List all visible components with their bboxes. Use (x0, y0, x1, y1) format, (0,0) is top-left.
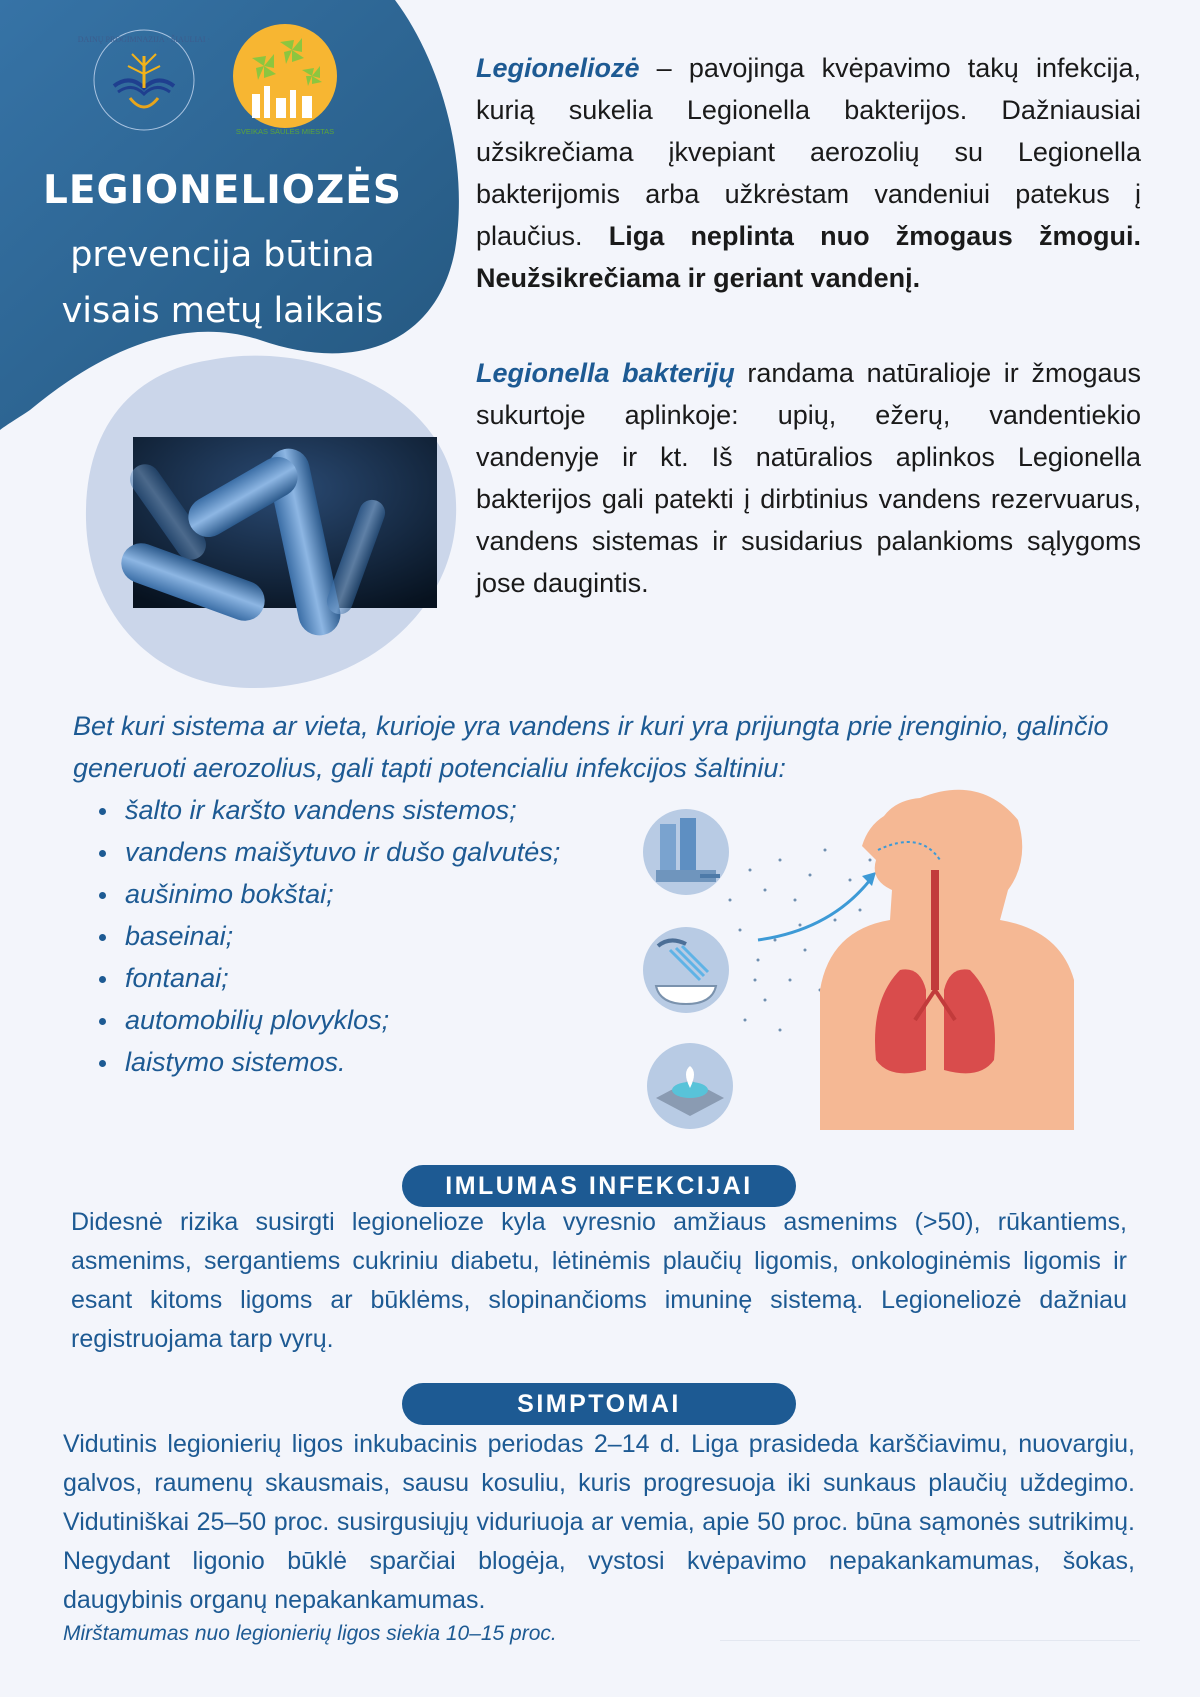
list-item: vandens maišytuvo ir dušo galvutės; (125, 831, 1143, 873)
list-item: laistymo sistemos. (125, 1041, 1143, 1083)
bacteria-photo (133, 437, 437, 608)
list-item: baseinai; (125, 915, 1143, 957)
intro-text-2: randama natūralioje ir žmogaus sukurtoje aplinkoje: upių, ežerų, vandentiekio vandenyje ir kt. Iš natūralios aplinkos Legionella bakterijos gali patekti į dirbtinius vandens rezervuarus, vandens sistemas ir susidarius palankioms sąlygoms jose daugintis. (476, 358, 1142, 598)
symptoms-heading: SIMPTOMAI (402, 1383, 796, 1425)
intro-keyword-1: Legioneliozė (476, 53, 640, 83)
cooling-tower-icon (643, 809, 729, 895)
intro-paragraph-2 (476, 352, 1141, 604)
fountain-icon (647, 1043, 733, 1129)
hero-title (20, 168, 425, 339)
symptoms-text: Vidutinis legionierių ligos inkubacinis periodas 2–14 d. Liga prasideda karščiavimu, nuovargiu, galvos, raumenų skausmais, sausu kosuliu, kuris progresuoja iki sunkaus plaučių uždegimo. Vidutiniškai 25–50 proc. susirgusiųjų viduriuoja ar vemia, apie 50 proc. būna sąmonės sutrikimų. Negydant ligonio būklė sparčiai blogėja, vystosi kvėpavimo nepakankamumas, šokas, daugybinis organų nepakankamumas. (63, 1430, 1135, 1614)
intro-paragraph-1 (476, 47, 1141, 299)
hero-title-line-2: prevencija būtina (70, 235, 375, 275)
susceptibility-text: Didesnė rizika susirgti legionelioze kyla vyresnio amžiaus asmenims (>50), rūkantiems, asmenims, sergantiems cukriniu diabetu, lėtinėmis plaučių ligomis, onkologinėmis ligomis ir esant kitoms ligoms ar būklėms, slopinančioms imuninę sistemą. Legioneliozė dažniau registruojama tarp vyrų. (71, 1208, 1127, 1353)
hero-title-line-1: LEGIONELIOZĖS (43, 168, 402, 213)
logos-row (77, 22, 360, 142)
list-item: fontanai; (125, 957, 1143, 999)
inhalation-arrow (758, 880, 870, 940)
intro-keyword-2: Legionella bakterijų (476, 358, 735, 388)
divider (720, 1640, 1140, 1641)
human-respiratory-illustration (820, 790, 1074, 1130)
city-logo-icon (230, 24, 340, 138)
bacteria-illustration (133, 437, 437, 608)
mortality-note: Mirštamumas nuo legionierių ligos siekia 10–15 proc. (63, 1622, 557, 1645)
intro-bold-1: Liga neplinta nuo žmogaus žmogui. Neužsikrečiama ir geriant vandenį. (476, 221, 1141, 293)
list-item: aušinimo bokštai; (125, 873, 1143, 915)
aerosol-inhalation-illustration (630, 780, 1090, 1140)
sources-lead: Bet kuri sistema ar vieta, kurioje yra vandens ir kuri yra prijungta prie įrenginio, galinčio generuoti aerozolius, gali tapti potencialiu infekcijos šaltiniu: (73, 711, 1109, 783)
susceptibility-heading: IMLUMAS INFEKCIJAI (402, 1165, 796, 1207)
shower-bathtub-icon (643, 927, 729, 1013)
city-logo-text: SVEIKAS SAULĖS MIESTAS (235, 127, 335, 136)
hero-title-line-3: visais metų laikais (61, 291, 384, 331)
school-logo-text: DAINŲ PROGIMNAZIJA · ŠIAULIAI · (77, 35, 211, 44)
list-item: automobilių plovyklos; (125, 999, 1143, 1041)
school-logo-icon (77, 26, 211, 134)
list-item: šalto ir karšto vandens sistemos; (125, 789, 1143, 831)
intro-text-1: – pavojinga kvėpavimo takų infekcija, kurią sukelia Legionella bakterijos. Dažniausiai užsikrečiama įkvepiant aerozolių su Legionella bakterijomis arba užkrėstam vandeniui patekus į plaučius. (476, 53, 1141, 251)
